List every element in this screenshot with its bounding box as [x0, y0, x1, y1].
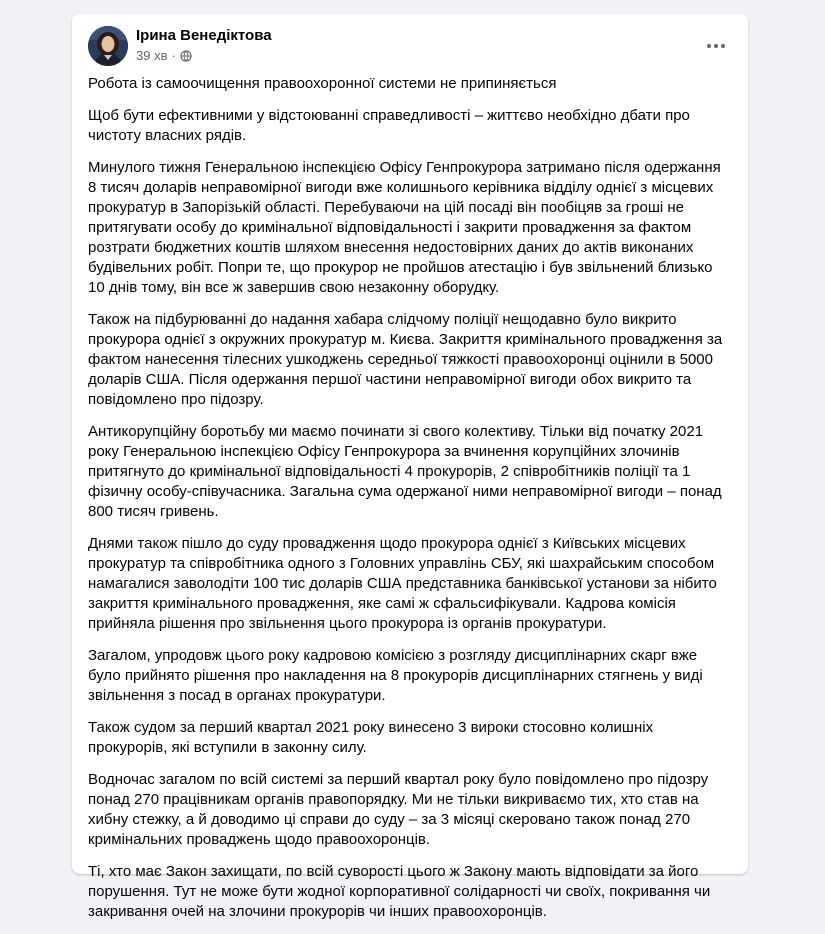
post-paragraph: Днями також пішло до суду провадження щодо прокурора однієї з Київських місцевих прокуратур та співробітника одного з Головних управлінь СБУ, які шахрайським способом намагалися заволодіти 100 тис доларів США представника банківської установи за нібито закриття кримінального провадження, яке самі ж сфальсифікували. Кадрова комісія прийняла рішення про звільнення цього прокурора із органів прокуратури. — [88, 535, 717, 632]
post-paragraph: Ті, хто має Закон захищати, по всій суворості цього ж Закону мають відповідати за його порушення. Тут не може бути жодної корпоративної солідарності чи своїх, покривання чи закривання очей на злочини прокурорів чи інших правоохоронців. — [88, 863, 711, 920]
post-paragraph: Минулого тижня Генеральною інспекцією Офісу Генпрокурора затримано після одержання 8 тисяч доларів неправомірної вигоди вже колишнього керівника відділу однієї з місцевих прокуратур в Запорізькій області. Перебуваючи на цій посаді він пообіцяв за гроші не притягувати особу до кримінальної відповідальності і закрити провадження за фактом розтрати бюджетних коштів шляхом внесення недостовірних даних до актів виконаних будівельних робіт. Попри те, що прокурор не пройшов атестацію і був звільнений близько 10 днів тому, він все ж завершив свою незаконну оборудку. — [88, 159, 721, 296]
post-paragraph: Водночас загалом по всій системі за перший квартал року було повідомлено про підозру понад 270 працівникам органів правопорядку. Ми не тільки викриваємо тих, хто став на хибну стежку, а й доводимо ці справи до суду – за 3 місяці скеровано також понад 270 кримінальних проваджень щодо правоохоронців. — [88, 771, 709, 848]
post-paragraph: Також судом за перший квартал 2021 року винесено 3 вироки стосовно колишніх прокурорів, які вступили в законну силу. — [88, 719, 654, 756]
post-meta — [136, 48, 192, 63]
post-paragraph: Загалом, упродовж цього року кадровою комісією з розгляду дисциплінарних скарг вже було прийнято рішення про накладення на 8 прокурорів дисциплінарних стягнень у виді звільнення з посад в органах прокуратури. — [88, 647, 703, 704]
post-header — [88, 26, 732, 66]
profile-photo — [88, 26, 128, 66]
post-timestamp[interactable]: 39 хв — [136, 48, 168, 63]
more-options-icon — [706, 43, 726, 49]
more-options-button[interactable] — [704, 34, 728, 58]
post-paragraph: Щоб бути ефективними у відстоюванні справедливості – життєво необхідно дбати про чистоту власних рядів. — [88, 107, 690, 144]
post-paragraph: Також на підбурюванні до надання хабара слідчому поліції нещодавно було викрито прокурора однієї з окружних прокуратур м. Києва. Закриття кримінального провадження за фактом нанесення тілесних ушкоджень середньої тяжкості правоохоронці оцінили в 5000 доларів США. Після одержання першої частини неправомірної вигоди обох викрито та повідомлено про підозру. — [88, 311, 723, 408]
public-globe-icon[interactable] — [180, 50, 192, 62]
separator-dot: · — [171, 48, 176, 63]
post-paragraph: Антикорупційну боротьбу ми маємо починати зі свого колективу. Тільки від початку 2021 року Генеральною інспекцією Офісу Генпрокурора за вчинення корупційних злочинів притягнуто до кримінальної відповідальності 4 прокурорів, 2 співробітників поліції та 1 фізичну особу-співучасника. Загальна сума одержаної ними неправомірної вигоди – понад 800 тисяч гривень. — [88, 423, 722, 520]
author-name[interactable]: Ірина Венедіктова — [136, 27, 272, 44]
post-paragraph: Робота із самоочищення правоохоронної системи не припиняється — [88, 75, 557, 92]
avatar[interactable] — [88, 26, 128, 66]
post-card — [72, 14, 748, 920]
post-body — [88, 74, 732, 934]
